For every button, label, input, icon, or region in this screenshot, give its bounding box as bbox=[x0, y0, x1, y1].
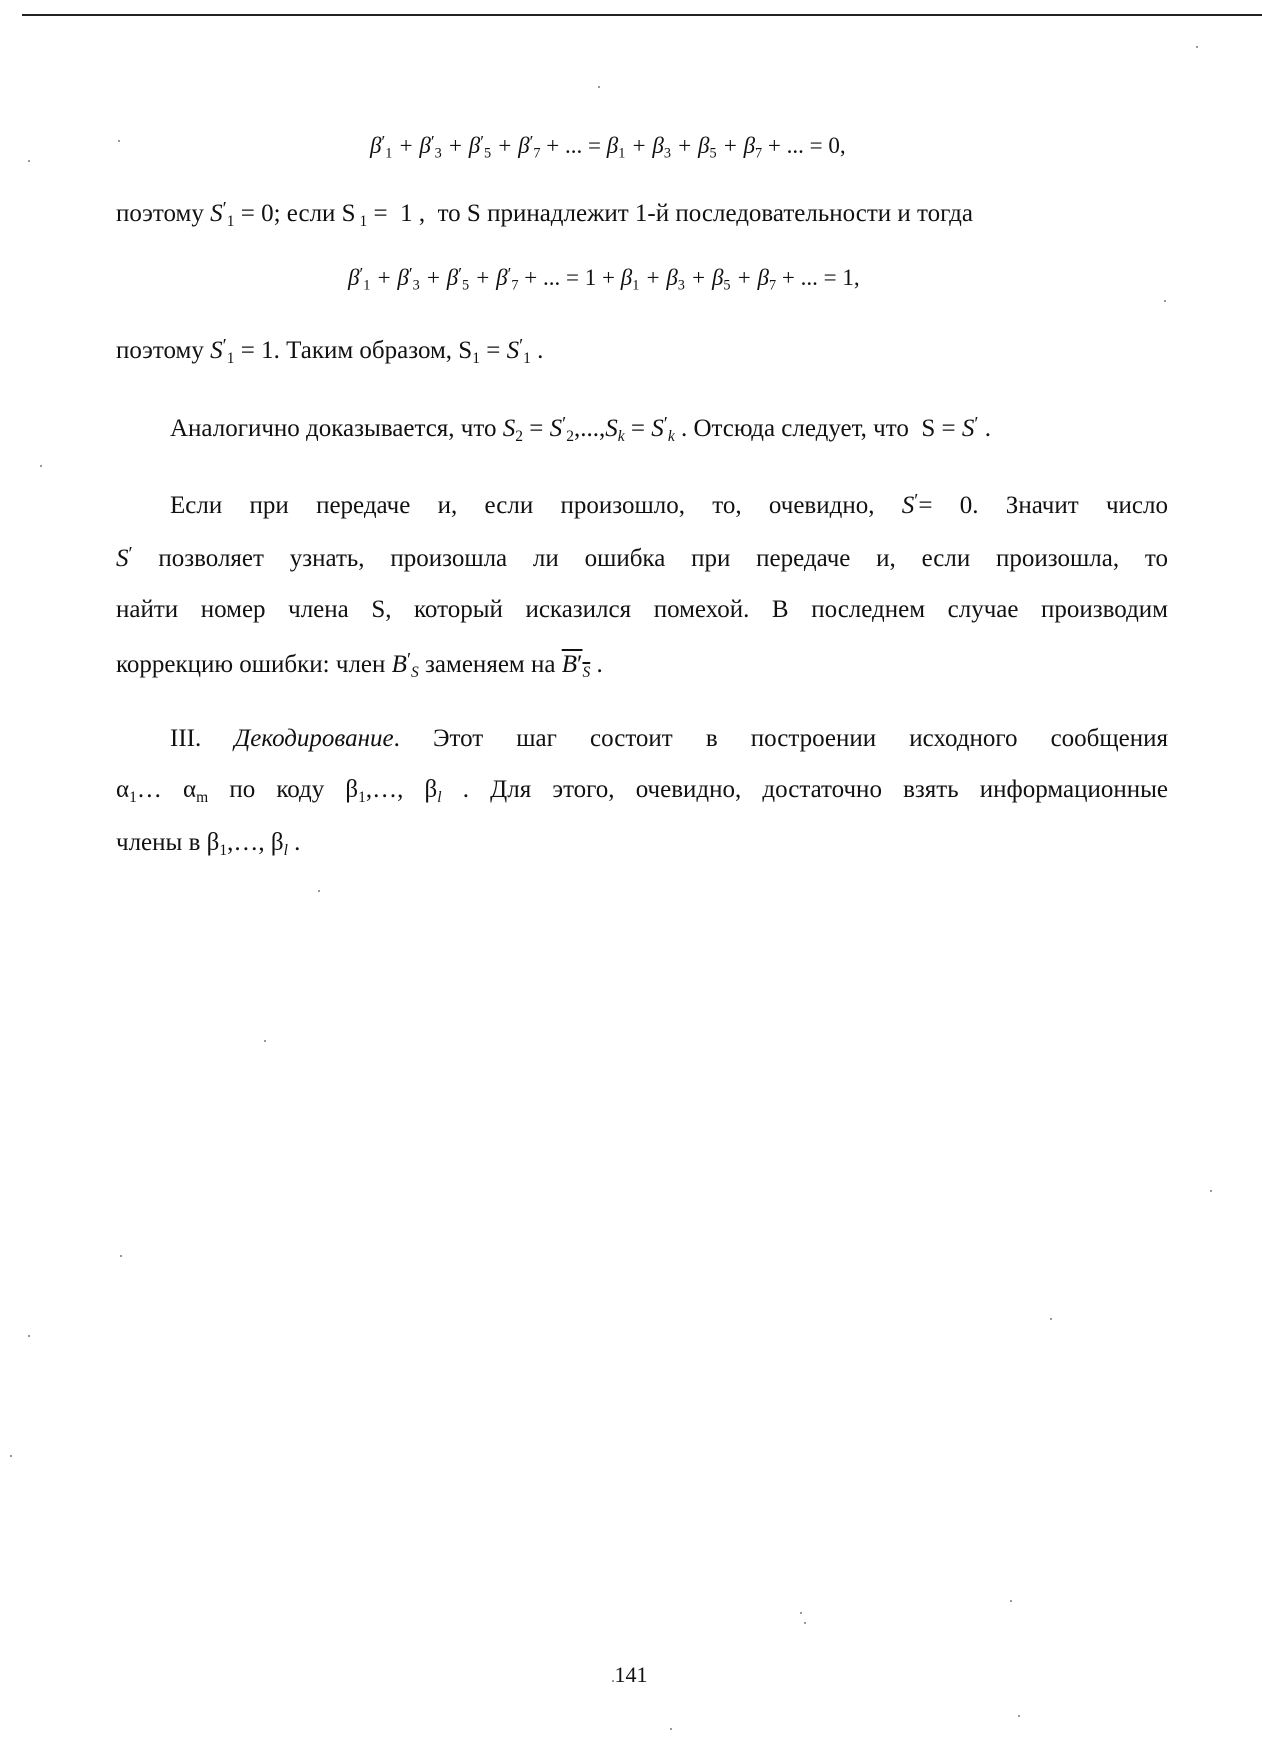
text-line-1 bbox=[116, 198, 973, 230]
equation-2 bbox=[348, 262, 860, 294]
scan-speck bbox=[28, 1335, 30, 1337]
scan-speck bbox=[118, 140, 120, 142]
page-number: 141 bbox=[614, 1662, 648, 1687]
paragraph-3-line-3-content: члены в $\beta_1,\dots$, $\beta_l$ . bbox=[116, 829, 301, 859]
paragraph-2-line-3-content: найти номер члена S, который исказился помехой. В последнем случае производим bbox=[116, 596, 1168, 623]
scan-speck bbox=[598, 86, 600, 88]
paragraph-3-line-1-content: III. Декодирование. Этот шаг состоит в построении исходного сообщения bbox=[170, 725, 1168, 752]
paragraph-3-line-2 bbox=[116, 774, 1168, 806]
scan-speck bbox=[10, 1455, 12, 1457]
scan-speck bbox=[40, 465, 42, 467]
scan-speck bbox=[804, 1622, 806, 1624]
equation-1-text: $\beta'_1 + \beta'_3 + \beta'_5 + \beta'_7$ + ... = $\beta_1 + \beta_3 + \beta_5 + \beta_7$ + ... = 0, bbox=[370, 131, 846, 162]
paragraph-3-line-2-content: $\alpha_1\dots$ $\alpha_m$ по коду $\beta_1,\dots$, $\beta_l$ . Для этого, очевидно, достаточно взять информационные bbox=[116, 776, 1168, 806]
paragraph-1-content: Аналогично доказывается, что $S_2 = S'_2,...,S_k = S'_k$ . Отсюда следует, что S = S′ . bbox=[170, 413, 991, 445]
scan-speck bbox=[1164, 300, 1166, 302]
scan-speck bbox=[318, 890, 320, 892]
paragraph-2-line-4 bbox=[116, 649, 603, 681]
equation-1 bbox=[370, 130, 846, 162]
scan-speck bbox=[1196, 46, 1198, 48]
text-line-1-content: поэтому $S'_1 = 0$; если S $_1$ = 1 , то S принадлежит 1-й последовательности и тогда bbox=[116, 198, 973, 230]
scan-speck bbox=[1210, 1190, 1212, 1192]
scan-speck bbox=[800, 1612, 802, 1614]
paragraph-2-line-1-content: Если при передаче и, если произошло, то, очевидно, S′= 0. Значит число bbox=[170, 490, 1168, 519]
scan-speck bbox=[670, 1728, 672, 1730]
scan-speck bbox=[120, 1255, 122, 1257]
scan-speck bbox=[264, 1040, 266, 1042]
paragraph-2-line-3 bbox=[116, 594, 1168, 626]
paragraph-3-line-1 bbox=[170, 723, 1168, 755]
scan-speck bbox=[1018, 1715, 1020, 1717]
scan-speck bbox=[1050, 1318, 1052, 1320]
paragraph-2-line-2 bbox=[116, 543, 1168, 575]
paragraph-2-line-1 bbox=[170, 490, 1168, 522]
top-rule bbox=[22, 14, 1262, 16]
paragraph-2-line-4-content: коррекцию ошибки: член $B'_S$ заменяем на $B'_S$ . bbox=[116, 649, 603, 681]
scan-speck bbox=[612, 1680, 614, 1682]
equation-2-text: $\beta'_1 + \beta'_3 + \beta'_5 + \beta'_7$ + ... = $1 + \beta_1 + \beta_3 + \beta_5 + \beta_7$ + ... = 1, bbox=[348, 263, 860, 294]
text-line-2 bbox=[116, 335, 543, 367]
scan-speck bbox=[28, 160, 30, 162]
scan-speck bbox=[1010, 1600, 1012, 1602]
text-line-2-content: поэтому $S'_1 = 1$. Таким образом, $S_1 = S'_1$ . bbox=[116, 335, 544, 367]
paragraph-3-line-3 bbox=[116, 827, 300, 859]
paragraph-1 bbox=[170, 413, 991, 445]
paragraph-2-line-2-content: S′ позволяет узнать, произошла ли ошибка при передаче и, если произошла, то bbox=[116, 543, 1168, 572]
